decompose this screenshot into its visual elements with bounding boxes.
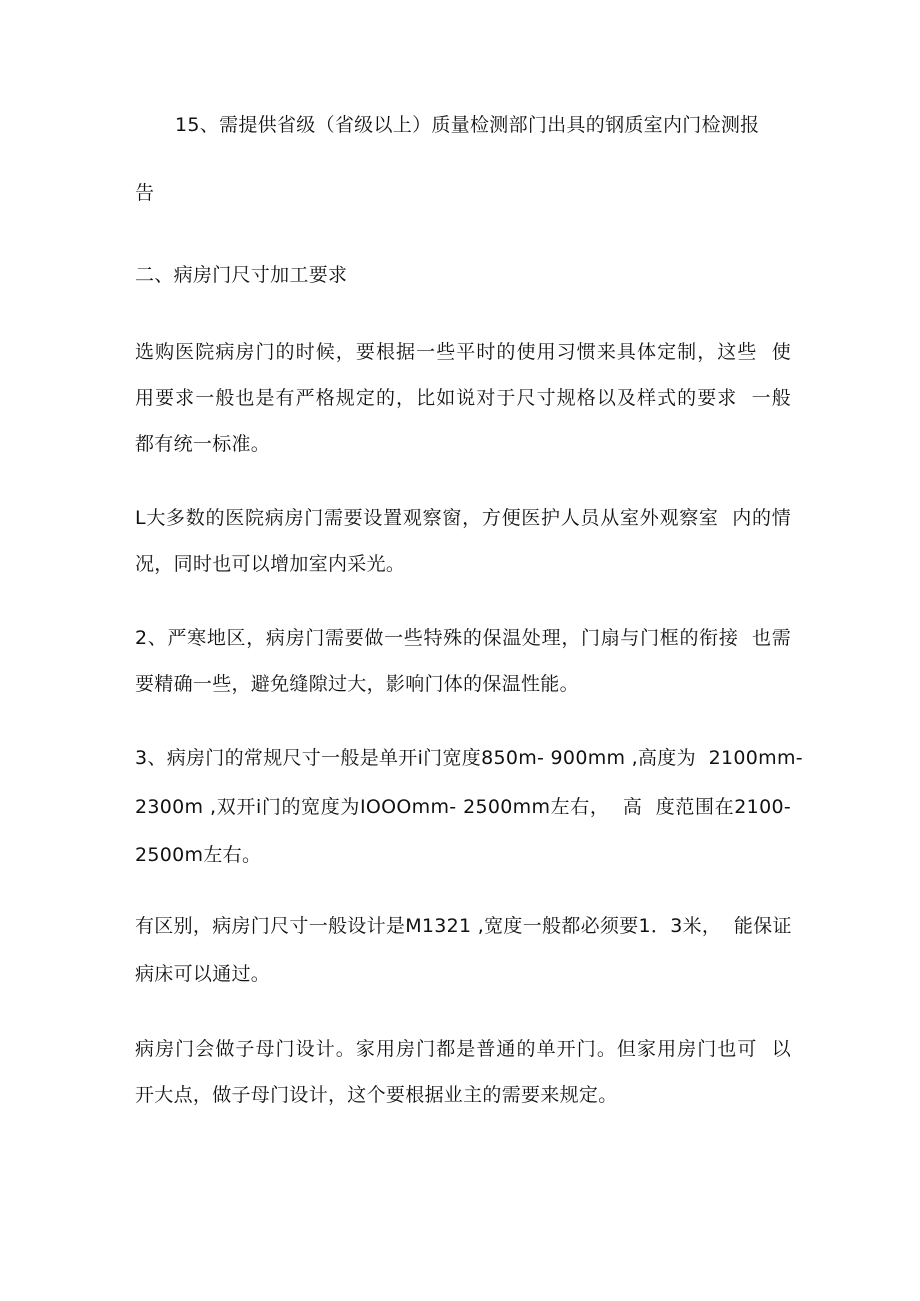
paragraph-2-line-2: 况，同时也可以增加室内采光。 xyxy=(135,553,406,575)
paragraph-4-line-2: 2300m ,双开i门的宽度为IOOOmm- 2500mm左右， 高 度范围在2100- xyxy=(135,796,791,818)
item-15-line-2: 告 xyxy=(135,182,155,204)
paragraph-2-line-1: L大多数的医院病房门需要设置观察窗，方便医护人员从室外观察室 内的情 xyxy=(135,507,791,529)
paragraph-4-line-3: 2500m左右。 xyxy=(135,844,262,866)
paragraph-1-line-1: 选购医院病房门的时候，要根据一些平时的使用习惯来具体定制，这些 使 xyxy=(135,341,791,363)
paragraph-3-line-1: 2、严寒地区，病房门需要做一些特殊的保温处理，门扇与门框的衔接 也需 xyxy=(135,627,791,649)
paragraph-4-line-1: 3、病房门的常规尺寸一般是单开i门宽度850m- 900mm ,高度为 2100mm- xyxy=(135,747,803,769)
paragraph-1-line-3: 都有统一标准。 xyxy=(135,433,271,455)
paragraph-1-line-2: 用要求一般也是有严格规定的，比如说对于尺寸规格以及样式的要求 一般 xyxy=(135,387,791,409)
paragraph-5-line-1: 有区别，病房门尺寸一般设计是M1321 ,宽度一般都必须要1．3米， 能保证 xyxy=(135,915,792,937)
section-heading: 二、病房门尺寸加工要求 xyxy=(135,264,348,286)
paragraph-3-line-2: 要精确一些，避免缝隙过大，影响门体的保温性能。 xyxy=(135,673,579,695)
paragraph-6-line-2: 开大点，做子母门设计，这个要根据业主的需要来规定。 xyxy=(135,1084,618,1106)
paragraph-5-line-2: 病床可以通过。 xyxy=(135,963,271,985)
item-15-line-1: 15、需提供省级（省级以上）质量检测部门出具的钢质室内门检测报 xyxy=(175,114,760,136)
paragraph-6-line-1: 病房门会做子母门设计。家用房门都是普通的单开门。但家用房门也可 以 xyxy=(135,1038,791,1060)
